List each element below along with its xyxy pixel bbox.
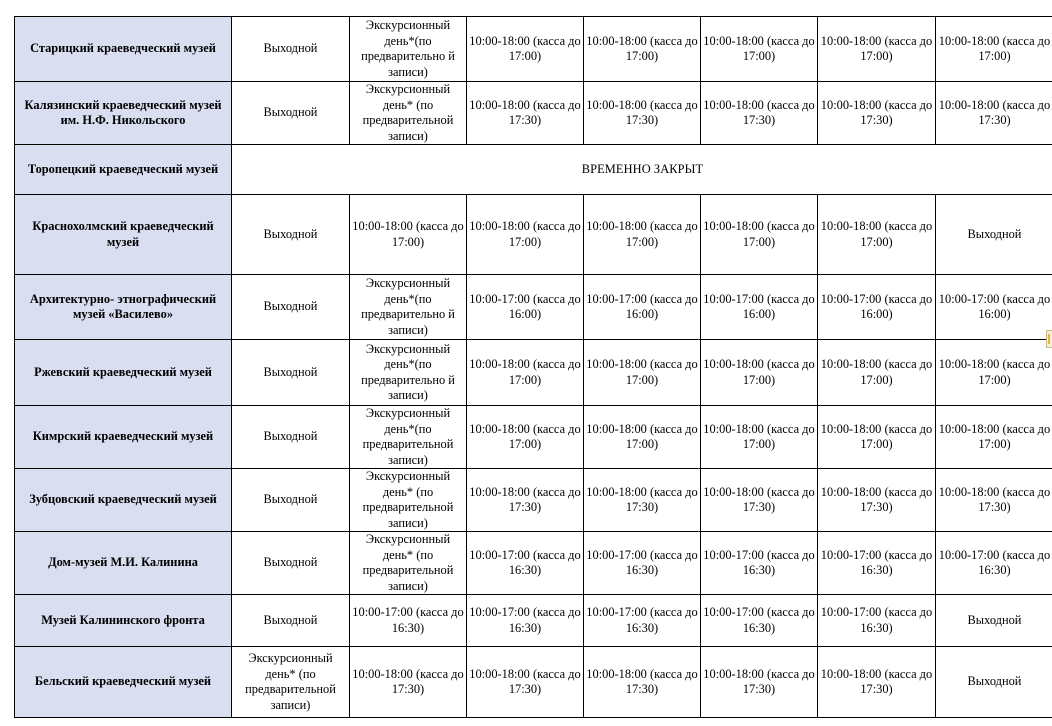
schedule-cell: 10:00-17:00 (касса до 16:30)	[818, 532, 936, 595]
museum-name-cell: Ржевский краеведческий музей	[15, 340, 232, 406]
museum-name-cell: Калязинский краеведческий музей им. Н.Ф. Никольского	[15, 82, 232, 145]
schedule-cell: 10:00-18:00 (касса до 17:30)	[467, 82, 584, 145]
schedule-cell: Выходной	[232, 17, 350, 82]
schedule-cell: 10:00-18:00 (касса до 17:00)	[584, 340, 701, 406]
schedule-cell: 10:00-17:00 (касса до 16:00)	[467, 275, 584, 340]
schedule-cell: Выходной	[936, 647, 1052, 718]
museum-name-cell: Архитектурно- этнографический музей «Василево»	[15, 275, 232, 340]
schedule-cell: 10:00-18:00 (касса до 17:00)	[936, 340, 1052, 406]
schedule-cell: Экскурсионный день*(по предварительно й записи)	[350, 340, 467, 406]
table-row	[15, 195, 1052, 275]
schedule-cell: 10:00-18:00 (касса до 17:30)	[701, 469, 818, 532]
schedule-cell: 10:00-18:00 (касса до 17:00)	[584, 406, 701, 469]
schedule-cell: 10:00-18:00 (касса до 17:00)	[818, 17, 936, 82]
museum-name-cell: Музей Калининского фронта	[15, 595, 232, 647]
museum-name-cell: Бельский краеведческий музей	[15, 647, 232, 718]
schedule-cell: 10:00-18:00 (касса до 17:00)	[701, 17, 818, 82]
schedule-cell: 10:00-17:00 (касса до 16:30)	[584, 595, 701, 647]
schedule-cell: 10:00-17:00 (касса до 16:00)	[936, 275, 1052, 340]
schedule-cell: 10:00-18:00 (касса до 17:30)	[701, 647, 818, 718]
schedule-cell: 10:00-17:00 (касса до 16:30)	[936, 532, 1052, 595]
schedule-cell: Экскурсионный день* (по предварительной записи)	[350, 469, 467, 532]
schedule-cell: 10:00-18:00 (касса до 17:30)	[584, 469, 701, 532]
schedule-cell: Выходной	[232, 340, 350, 406]
schedule-cell: 10:00-18:00 (касса до 17:00)	[818, 195, 936, 275]
schedule-cell: Выходной	[232, 469, 350, 532]
schedule-cell: 10:00-17:00 (касса до 16:00)	[818, 275, 936, 340]
scroll-marker-icon[interactable]	[1046, 330, 1052, 348]
museum-name-cell: Старицкий краеведческий музей	[15, 17, 232, 82]
schedule-cell: 10:00-18:00 (касса до 17:00)	[467, 406, 584, 469]
museum-schedule-table	[14, 16, 1052, 718]
schedule-cell: Экскурсионный день* (по предварительной записи)	[232, 647, 350, 718]
schedule-cell: 10:00-18:00 (касса до 17:30)	[818, 82, 936, 145]
schedule-cell: 10:00-18:00 (касса до 17:00)	[701, 340, 818, 406]
table-row	[15, 406, 1052, 469]
schedule-cell: 10:00-17:00 (касса до 16:30)	[818, 595, 936, 647]
schedule-cell: Экскурсионный день* (по предварительной записи)	[350, 532, 467, 595]
schedule-cell: 10:00-18:00 (касса до 17:00)	[936, 17, 1052, 82]
table-row	[15, 82, 1052, 145]
schedule-cell: 10:00-18:00 (касса до 17:30)	[818, 647, 936, 718]
schedule-cell: Выходной	[232, 82, 350, 145]
museum-name-cell: Торопецкий краеведческий музей	[15, 145, 232, 195]
schedule-cell: Выходной	[232, 275, 350, 340]
schedule-cell: Выходной	[232, 532, 350, 595]
table-row	[15, 340, 1052, 406]
schedule-cell: 10:00-18:00 (касса до 17:00)	[701, 406, 818, 469]
schedule-cell: 10:00-17:00 (касса до 16:30)	[584, 532, 701, 595]
schedule-cell: Выходной	[232, 595, 350, 647]
schedule-cell: 10:00-18:00 (касса до 17:00)	[818, 340, 936, 406]
schedule-body	[15, 17, 1052, 718]
schedule-cell: 10:00-18:00 (касса до 17:30)	[350, 647, 467, 718]
schedule-cell: 10:00-18:00 (касса до 17:30)	[584, 82, 701, 145]
schedule-cell: 10:00-18:00 (касса до 17:00)	[701, 195, 818, 275]
schedule-cell: 10:00-17:00 (касса до 16:30)	[350, 595, 467, 647]
schedule-cell: 10:00-17:00 (касса до 16:30)	[467, 532, 584, 595]
schedule-cell: Экскурсионный день*(по предварительно й записи)	[350, 275, 467, 340]
museum-name-cell: Зубцовский краеведческий музей	[15, 469, 232, 532]
schedule-cell: 10:00-18:00 (касса до 17:30)	[701, 82, 818, 145]
schedule-cell: 10:00-18:00 (касса до 17:00)	[584, 17, 701, 82]
schedule-cell: 10:00-18:00 (касса до 17:30)	[467, 469, 584, 532]
schedule-cell: Выходной	[232, 406, 350, 469]
schedule-cell: 10:00-18:00 (касса до 17:30)	[936, 82, 1052, 145]
schedule-cell: 10:00-18:00 (касса до 17:00)	[467, 195, 584, 275]
table-row	[15, 532, 1052, 595]
schedule-cell: 10:00-17:00 (касса до 16:30)	[701, 532, 818, 595]
schedule-cell: 10:00-18:00 (касса до 17:00)	[467, 340, 584, 406]
schedule-cell: 10:00-18:00 (касса до 17:00)	[467, 17, 584, 82]
schedule-cell: 10:00-18:00 (касса до 17:00)	[818, 406, 936, 469]
schedule-cell: Выходной	[232, 195, 350, 275]
schedule-cell: 10:00-17:00 (касса до 16:00)	[584, 275, 701, 340]
schedule-cell: 10:00-18:00 (касса до 17:30)	[936, 469, 1052, 532]
schedule-cell: Экскурсионный день*(по предварительно й записи)	[350, 17, 467, 82]
table-row	[15, 145, 1052, 195]
table-row	[15, 275, 1052, 340]
schedule-cell: 10:00-18:00 (касса до 17:30)	[584, 647, 701, 718]
schedule-cell: Экскурсионный день* (по предварительной записи)	[350, 82, 467, 145]
schedule-cell: 10:00-17:00 (касса до 16:30)	[701, 595, 818, 647]
schedule-cell: 10:00-18:00 (касса до 17:30)	[467, 647, 584, 718]
schedule-cell: Выходной	[936, 595, 1052, 647]
museum-name-cell: Дом-музей М.И. Калинина	[15, 532, 232, 595]
schedule-cell: 10:00-18:00 (касса до 17:00)	[936, 406, 1052, 469]
schedule-cell: 10:00-17:00 (касса до 16:30)	[467, 595, 584, 647]
table-row	[15, 17, 1052, 82]
schedule-cell: Экскурсионный день*(по предварительной записи)	[350, 406, 467, 469]
schedule-cell: 10:00-17:00 (касса до 16:00)	[701, 275, 818, 340]
schedule-cell: 10:00-18:00 (касса до 17:30)	[818, 469, 936, 532]
closed-status-cell: ВРЕМЕННО ЗАКРЫТ	[232, 145, 1052, 195]
schedule-cell: 10:00-18:00 (касса до 17:00)	[584, 195, 701, 275]
table-row	[15, 469, 1052, 532]
table-row	[15, 595, 1052, 647]
schedule-cell: 10:00-18:00 (касса до 17:00)	[350, 195, 467, 275]
museum-name-cell: Краснохолмский краеведческий музей	[15, 195, 232, 275]
museum-name-cell: Кимрский краеведческий музей	[15, 406, 232, 469]
schedule-cell: Выходной	[936, 195, 1052, 275]
table-row	[15, 647, 1052, 718]
